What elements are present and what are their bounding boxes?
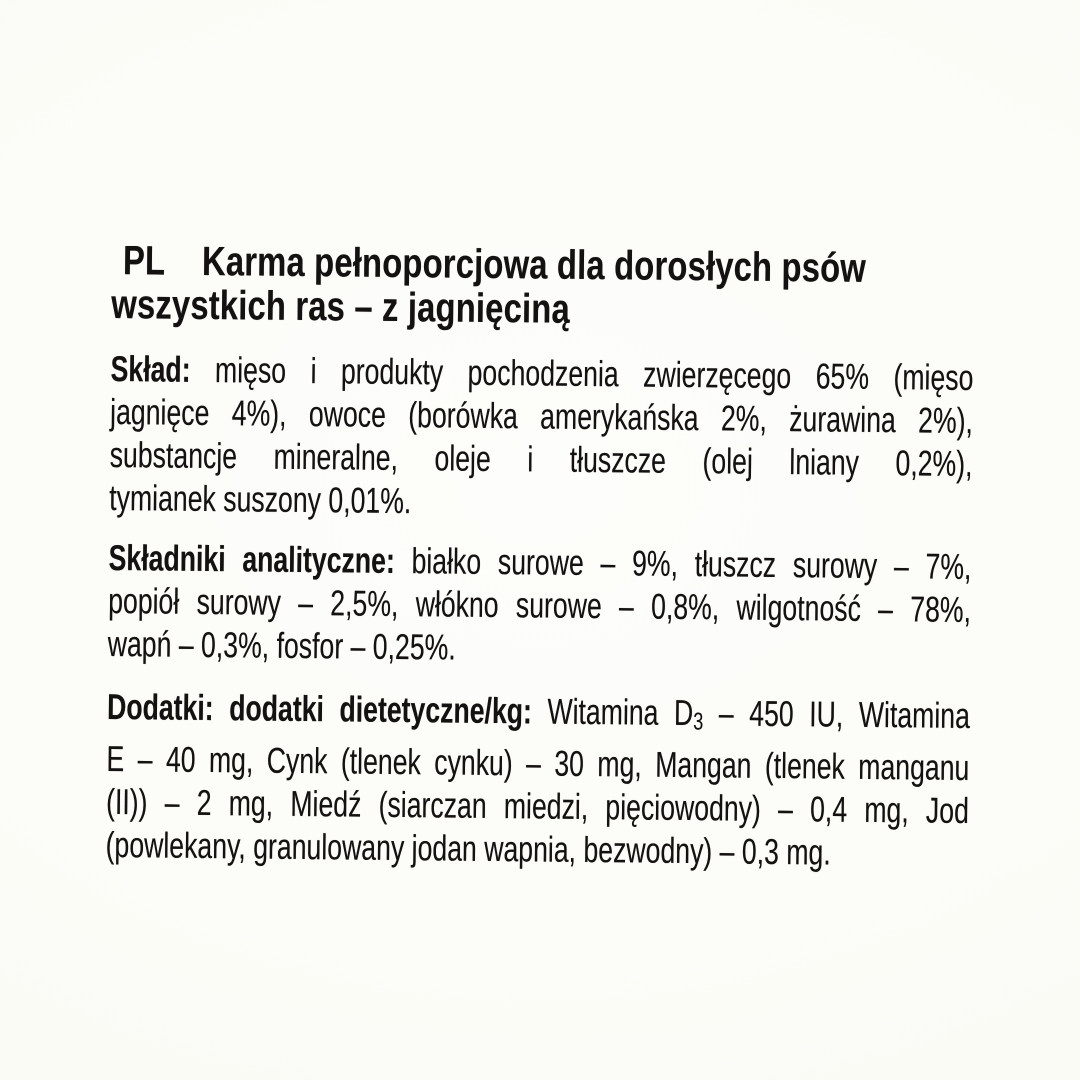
line-text: E – 40 mg, Cynk (tlenek cynku) – 30 mg, Mangan (tlenek manganu [106, 738, 970, 789]
line-text: popiół surowy – 2,5%, włókno surowe – 0,8%, wilgotność – 78%, [107, 579, 972, 631]
line-text: (II)) – 2 mg, Miedź (siarczan miedzi, pięciowodny) – 0,4 mg, Jod [105, 781, 970, 832]
language-code: PL [122, 237, 166, 284]
label-header [111, 238, 975, 335]
label-body [105, 347, 973, 875]
line-text: mięso i produkty pochodzenia zwierzęcego 65% (mięso [190, 348, 974, 399]
title-text: Karma pełnoporcjowa dla dorosłych psów [201, 237, 867, 291]
paragraph-sklad [109, 347, 974, 528]
paragraph-dodatki [105, 685, 970, 875]
line-text: substancje mineralne, oleje i tłuszcze (olej lniany 0,2%), [109, 433, 973, 485]
line-text: tymianek suszony 0,01%. [109, 476, 412, 522]
line-text: białko surowe – 9%, tłuszcz surowy – 7%, [394, 539, 972, 588]
paragraph-line [105, 823, 968, 875]
product-label-text-block [105, 238, 975, 887]
line-text: Witamina D [531, 690, 694, 734]
line-text: jagnięce 4%), owoce (borówka amerykańska 2%, żurawina 2%), [109, 390, 974, 442]
paragraph-line [109, 476, 972, 528]
paragraph-line [107, 685, 970, 746]
section-lead-in: Składniki analityczne: [108, 536, 396, 581]
line-text: – 450 IU, Witamina [703, 692, 971, 737]
product-title [111, 238, 975, 335]
paragraph-skladniki-analityczne [108, 536, 972, 674]
paragraph-line [108, 622, 971, 674]
vitamin-d3-subscript: 3 [693, 708, 704, 736]
section-lead-in: Skład: [110, 347, 191, 390]
line-text: wapń – 0,3%, fosfor – 0,25%. [107, 622, 456, 668]
section-lead-in: Dodatki: dodatki dietetyczne/kg: [106, 685, 533, 732]
title-text: wszystkich ras – z jagnięciną [111, 280, 571, 332]
line-text: (powlekany, granulowany jodan wapnia, bezwodny) – 0,3 mg. [105, 824, 831, 873]
